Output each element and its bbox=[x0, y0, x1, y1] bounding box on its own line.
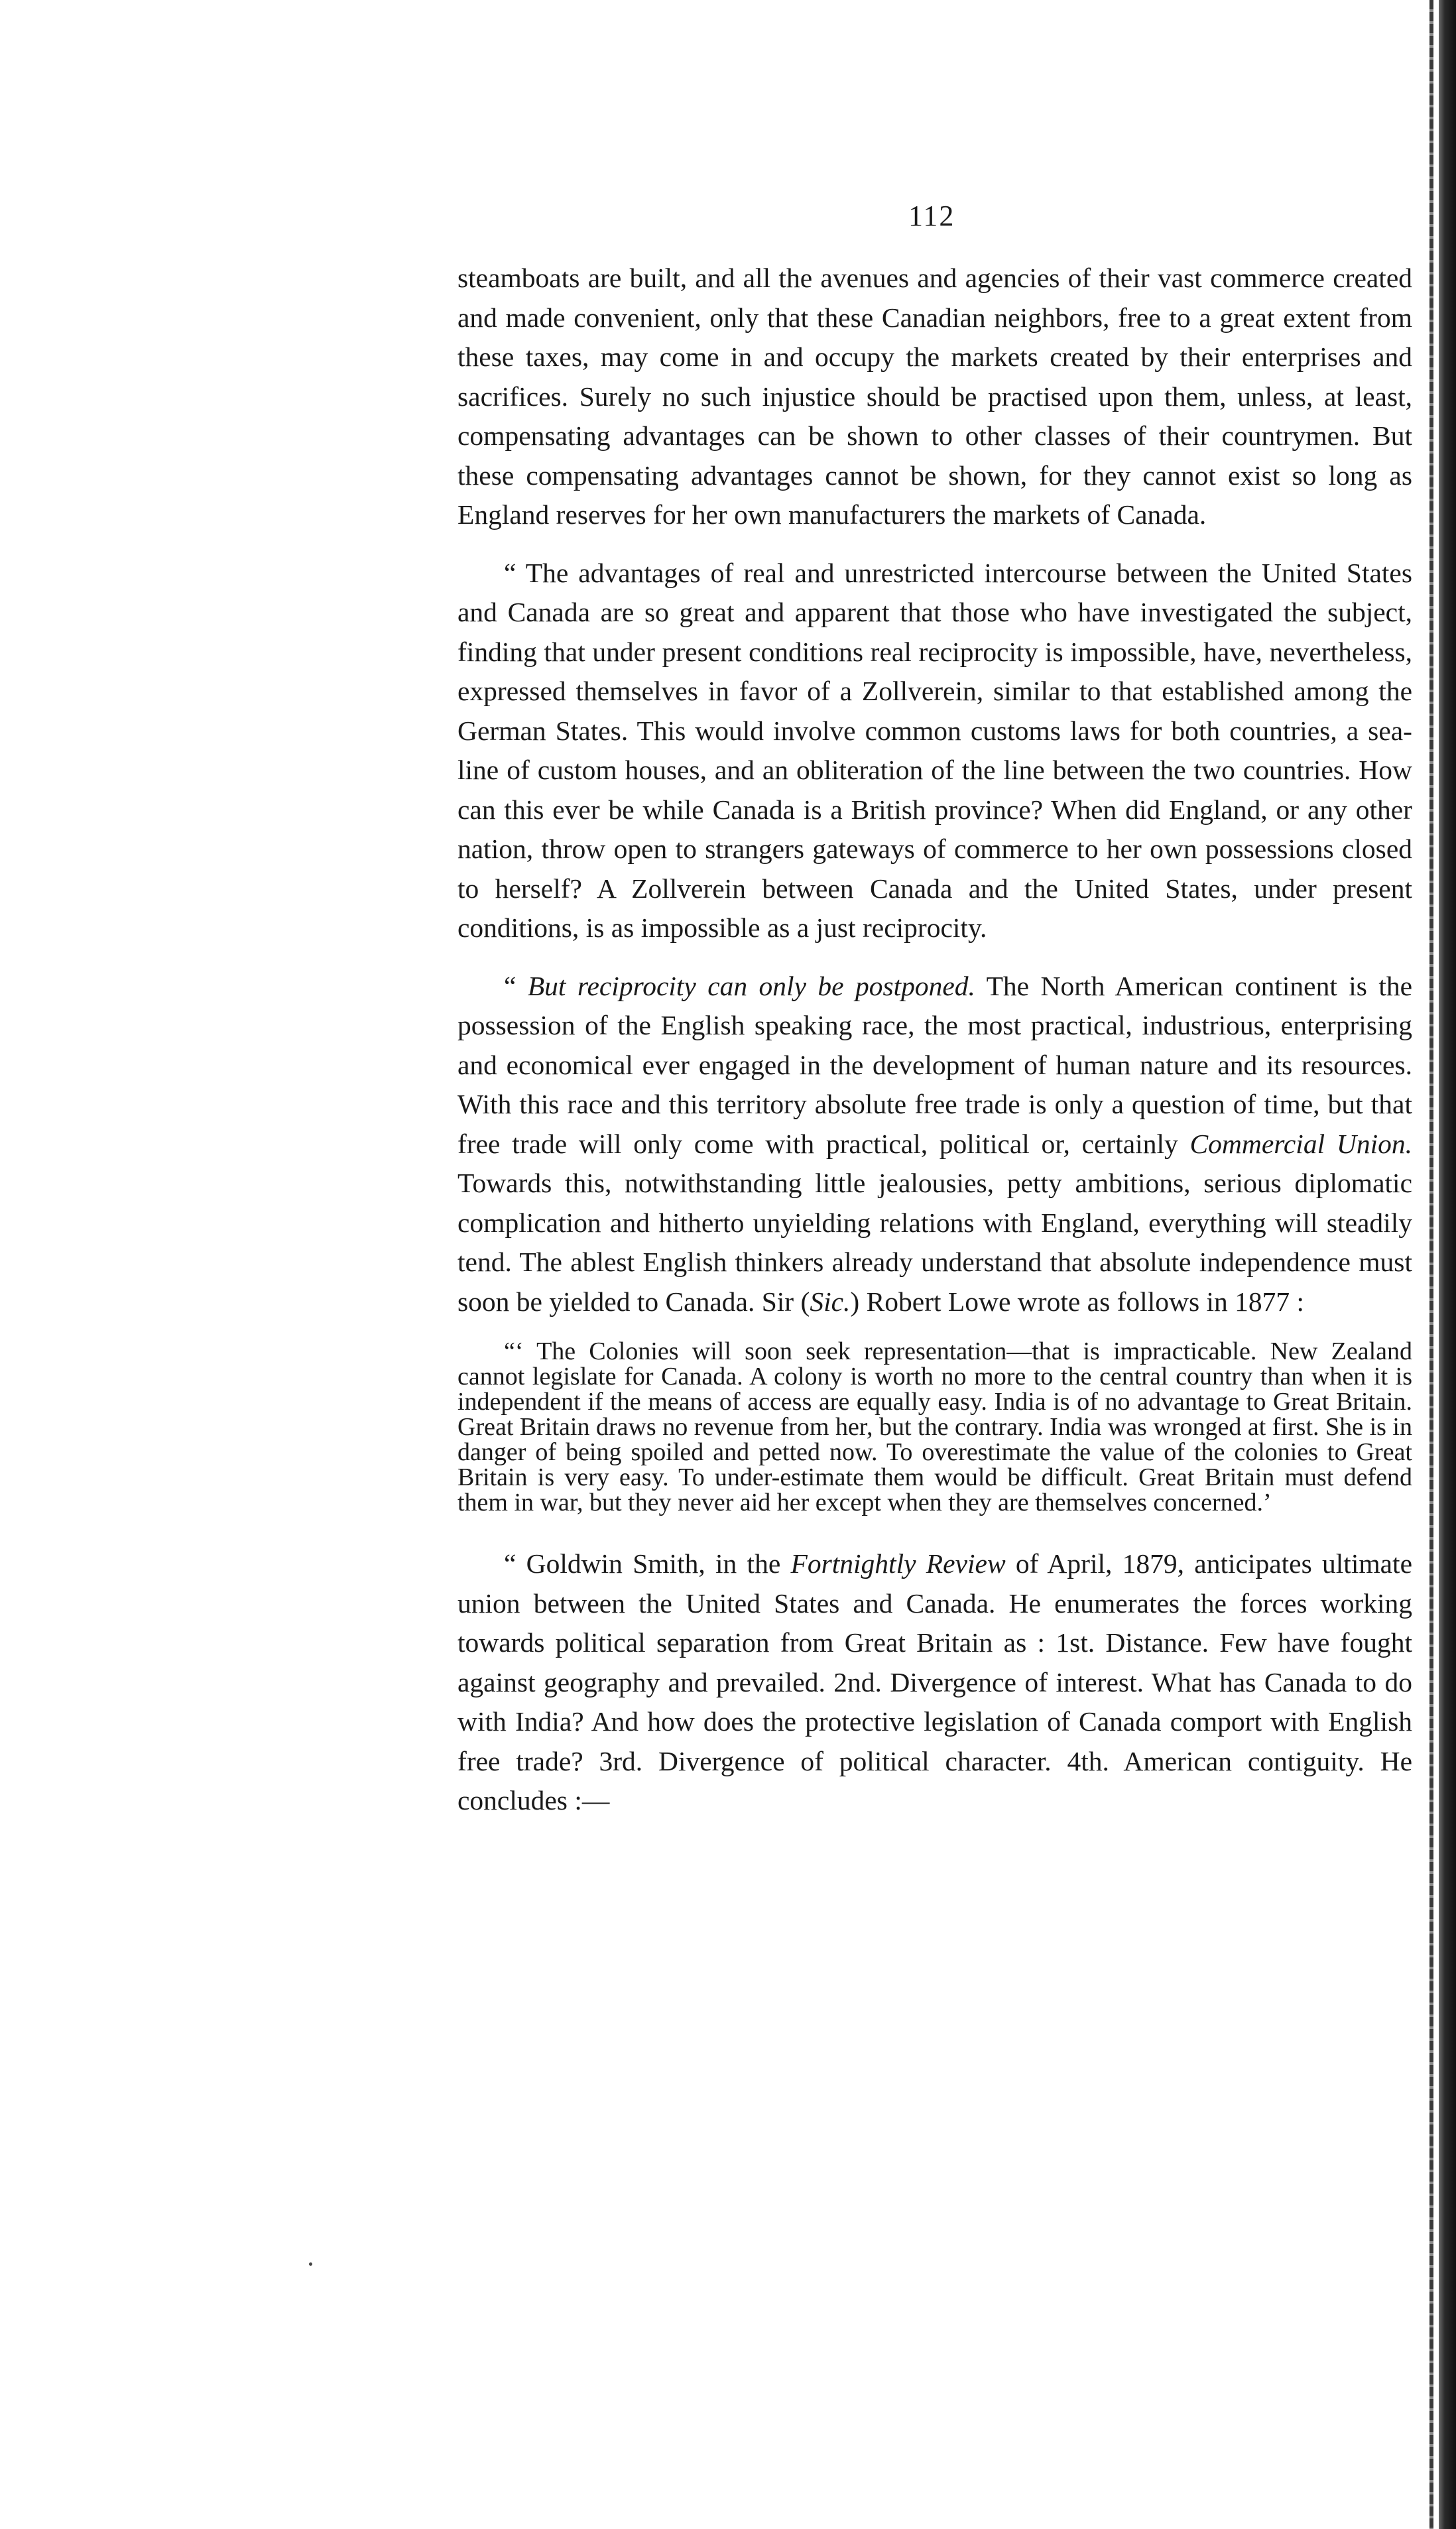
body-text bbox=[457, 259, 1412, 1821]
paragraph-2-text: “ The advantages of real and unrestricted intercourse between the United States and Canada are so great and apparent that those who have investigated the subject, finding that under present conditions real reciprocity is impossible, have, nevertheless, expressed themselves in favor of a Zollverein, similar to that established among the German States. This would involve common customs laws for both countries, a sea-line of custom houses, and an obliteration of the line between the two countries. How can this ever be while Canada is a British province? When did England, or any other nation, throw open to strangers gateways of commerce to her own possessions closed to herself? A Zollverein between Canada and the United States, under present conditions, is as impossible as a just reciprocity. bbox=[457, 557, 1412, 943]
paragraph-3-text-continued: Towards this, notwithstanding little jealousies, petty ambitions, serious diplomatic complication and hitherto unyielding relations with England, everything will steadily tend. The ablest English thinkers already understand that absolute independence must soon be yielded to Canada. Sir ( bbox=[457, 1168, 1412, 1317]
paragraph-3-italic-phrase: But reciprocity can only be postponed. bbox=[527, 970, 975, 1001]
fortnightly-review-italic: Fortnightly Review bbox=[790, 1548, 1006, 1579]
paragraph-2 bbox=[457, 554, 1412, 948]
block-quotation bbox=[457, 1339, 1412, 1515]
paragraph-3-lead: “ bbox=[504, 970, 528, 1001]
paragraph-1-text: steamboats are built, and all the avenues and agencies of their vast commerce created and made convenient, only that these Canadian neighbors, free to a great extent from these taxes, may come in and occupy the markets created by their enterprises and sacrifices. Surely no such injustice should be practised upon them, unless, at least, compensating advantages can be shown to other classes of their countrymen. But these compensating advantages cannot be shown, for they cannot exist so long as England reserves for her own manufacturers the markets of Canada. bbox=[457, 263, 1412, 530]
paragraph-5-lead: “ Goldwin Smith, in the bbox=[504, 1548, 791, 1579]
paragraph-1 bbox=[457, 259, 1412, 535]
block-quotation-text: “‘ The Colonies will soon seek representation—that is impracticable. New Zealand cannot legislate for Canada. A colony is worth no more to the central country than when it is independent if the means of access are equally easy. India is of no advantage to Great Britain. Great Britain draws no revenue from her, but the contrary. India was wronged at first. She is in danger of being spoiled and petted now. To overestimate the value of the colonies to Great Britain is very easy. To under-estimate them would be difficult. Great Britain must defend them in war, but they never aid her except when they are themselves concerned.’ bbox=[457, 1337, 1412, 1516]
paragraph-5 bbox=[457, 1544, 1412, 1821]
page-edge-rule bbox=[1429, 0, 1433, 2529]
commercial-union-italic: Commercial Union. bbox=[1189, 1128, 1412, 1159]
page-edge-shadow bbox=[1439, 0, 1456, 2529]
ink-speck bbox=[309, 2262, 312, 2266]
paragraph-3-text: The North American continent is the possession of the English speaking race, the most practical, industrious, enterprising and economical ever engaged in the development of human nature and its resources. With this race and this territory absolute free trade is only a question of time, but that free trade will only come with practical, political or, certainly bbox=[457, 970, 1413, 1159]
sic-italic: Sic. bbox=[810, 1286, 851, 1317]
page-number: 112 bbox=[908, 200, 955, 232]
paragraph-3-text-end: ) Robert Lowe wrote as follows in 1877 : bbox=[850, 1286, 1305, 1317]
paragraph-5-text: of April, 1879, anticipates ultimate union between the United States and Canada. He enumerates the forces working towards political separation from Great Britain as : 1st. Distance. Few have fought against geography and prevailed. 2nd. Divergence of interest. What has Canada to do with India? And how does the protective legislation of Canada comport with English free trade? 3rd. Divergence of political character. 4th. American contiguity. He concludes :— bbox=[457, 1548, 1412, 1816]
paragraph-3 bbox=[457, 967, 1412, 1322]
